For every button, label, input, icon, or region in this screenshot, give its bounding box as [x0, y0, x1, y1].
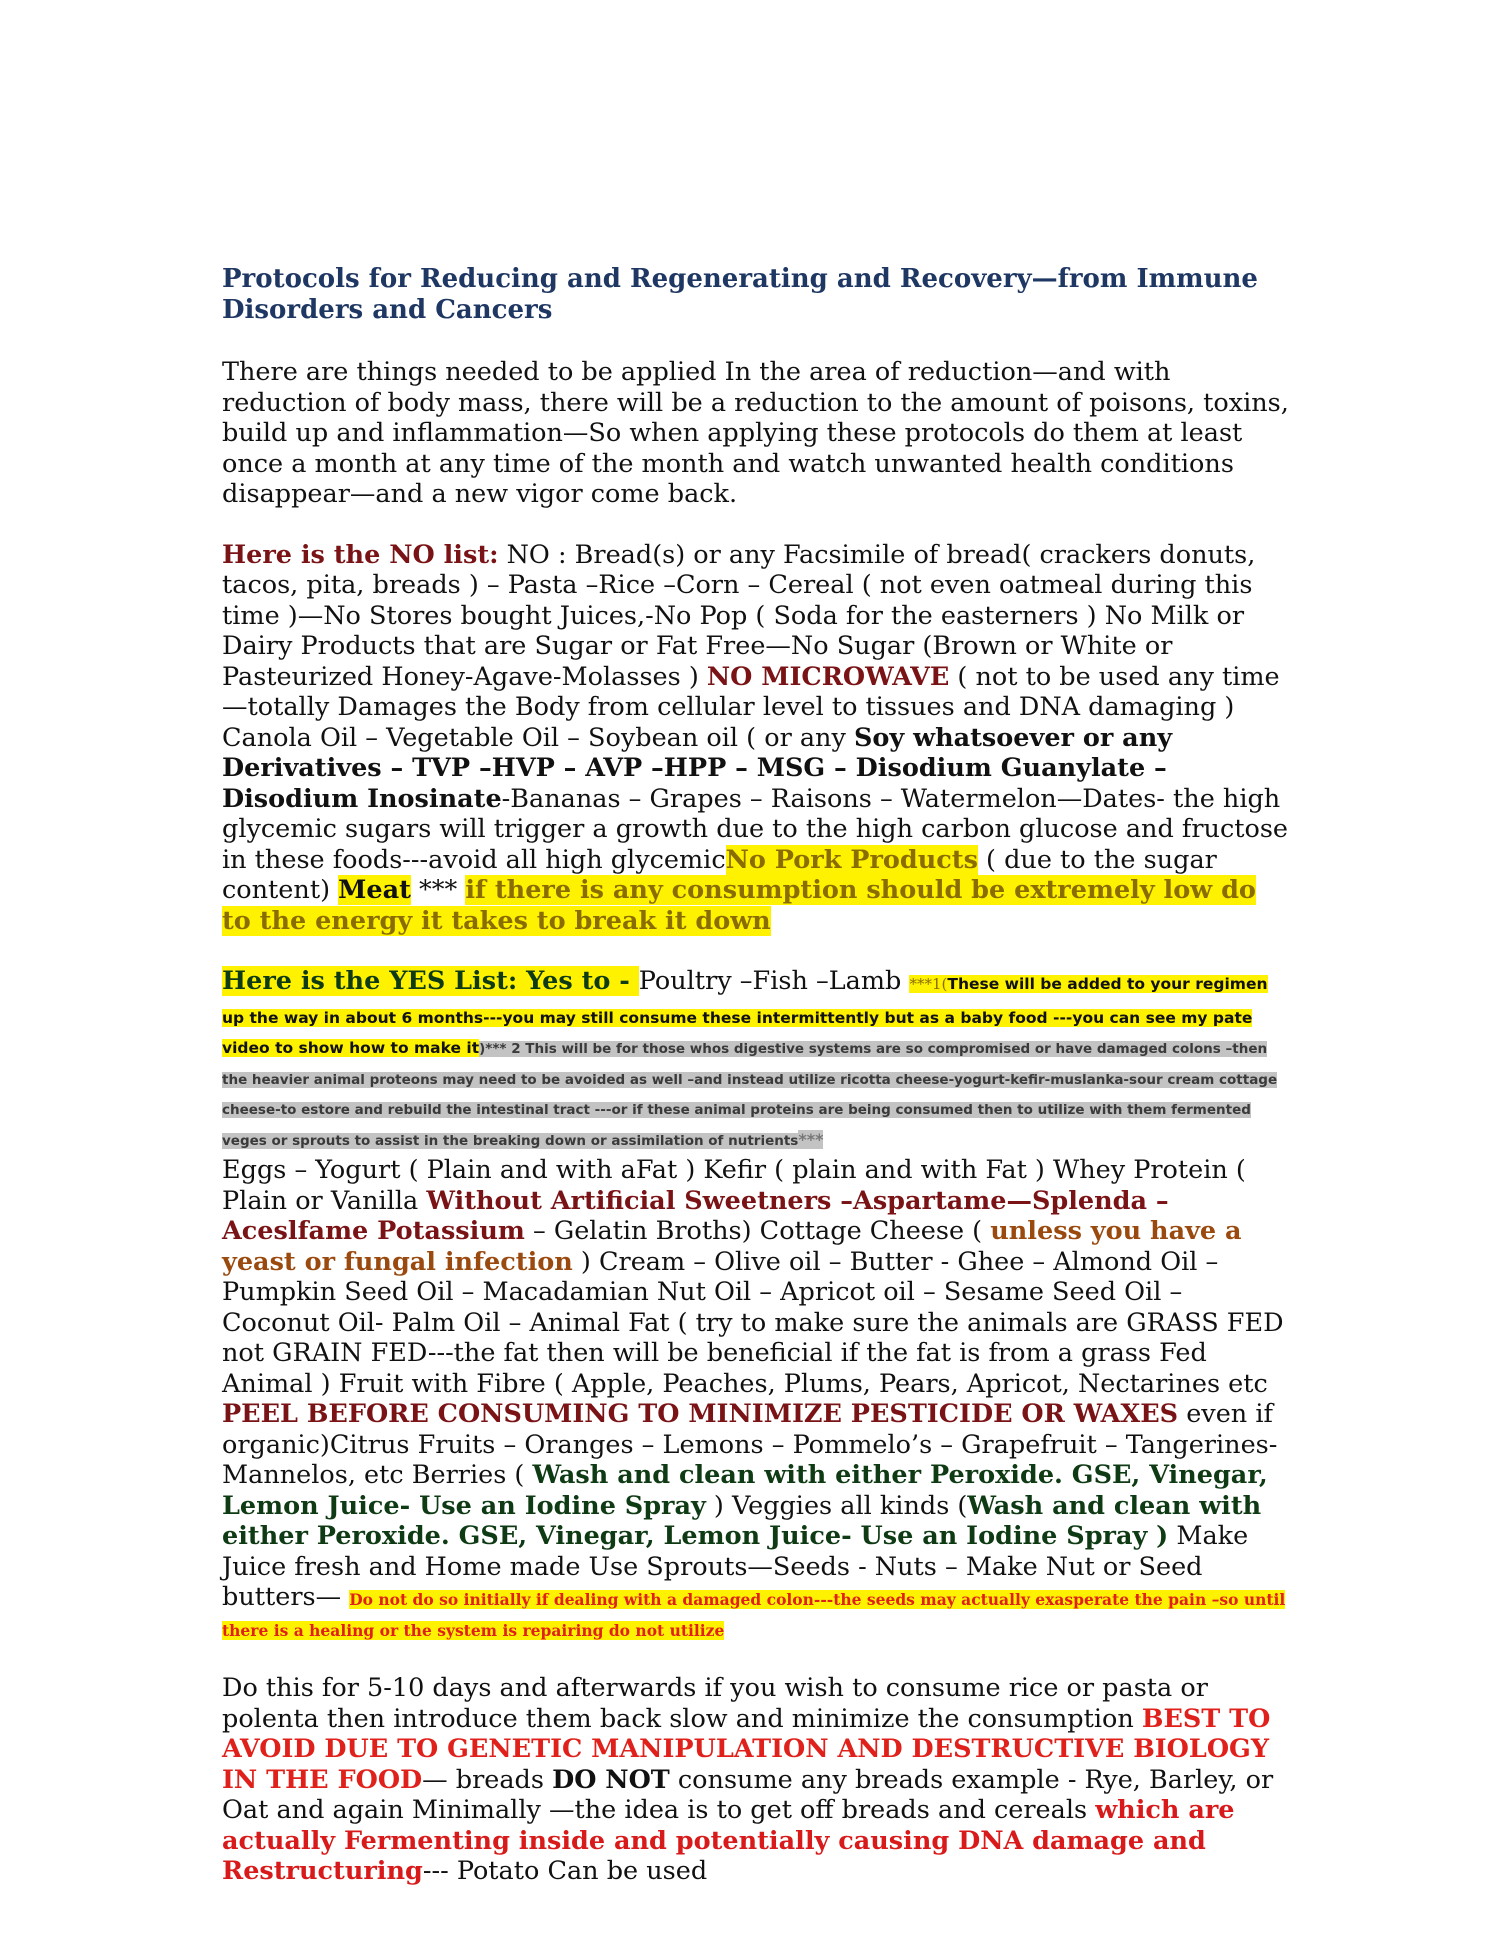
meat-stars: ***	[410, 875, 466, 905]
document-page	[222, 264, 1292, 1912]
do-not-label: DO NOT	[552, 1764, 670, 1795]
yes-list-items-5: even if organic)Citrus Fruits – Oranges – Lemons – Pommelo’s – Grapefruit – Tangerines- Mannelos, etc Berries (	[222, 1399, 1278, 1490]
yes-list-heading: Here is the YES List: Yes to -	[222, 966, 639, 996]
wash-instruction-2: Wash and clean with either Peroxide. GSE, Vinegar, Lemon Juice- Use an Iodine Spray )	[222, 1490, 1262, 1551]
no-pork-products: No Pork Products	[725, 844, 978, 875]
soy-derivatives: Soy whatsoever or any Derivatives – TVP –HVP – AVP –HPP – MSG – Disodium Guanylate – Disodium Inosinate	[222, 722, 1173, 814]
no-microwave: NO MICROWAVE	[706, 661, 950, 692]
closing-paragraph	[222, 1673, 1292, 1887]
note-marker: ***1(	[909, 975, 948, 993]
no-list-paragraph	[222, 540, 1292, 937]
yeast-warning: unless you have a yeast or fungal infection	[222, 1216, 1242, 1277]
yes-list-items-7: Make Juice fresh and Home made Use Sprouts—Seeds - Nuts – Make Nut or Seed butters—	[222, 1521, 1249, 1612]
no-list-heading: Here is the NO list:	[222, 539, 499, 570]
yes-list-items-4: ) Cream – Olive oil – Butter - Ghee – Almond Oil – Pumpkin Seed Oil – Macadamian Nut Oil – Apricot oil – Sesame Seed Oil – Coconut Oil- Palm Oil – Animal Fat ( try to make sure the animals are GRASS FED not GRAIN FED---the fat then will be beneficial if the fat is from a grass Fed Animal ) Fruit with Fibre ( Apple, Peaches, Plums, Pears, Apricot, Nectarines etc	[222, 1246, 1284, 1399]
meat-note: if there is any consumption should be extremely low do to the energy it takes to break it down	[222, 875, 1256, 936]
closing-text-4: --- Potato Can be used	[422, 1856, 708, 1886]
no-list-text-1: NO : Bread(s) or any Facsimile of bread( crackers donuts, tacos, pita, breads ) – Pasta –Rice –Corn – Cereal ( not even oatmeal during this time )—No Stores bought Juices,-No Pop ( Soda for the easterners ) No Milk or Dairy Products that are Sugar or Fat Free—No Sugar (Brown or White or Pasteurized Honey-Agave-Molasses )	[222, 539, 1256, 692]
colon-warning: Do not do so initially if dealing with a damaged colon---the seeds may actually exasperate the pain –so until there is a healing or the system is repairing do not utilize	[222, 1590, 1286, 1640]
yes-list-items-2: Eggs – Yogurt ( Plain and with aFat ) Kefir ( plain and with Fat ) Whey Protein ( Plain or Vanilla	[222, 1155, 1246, 1216]
closing-text-1: Do this for 5-10 days and afterwards if you wish to consume rice or pasta or polenta then introduce them back slow and minimize the consumption	[222, 1673, 1208, 1734]
peel-warning: PEEL BEFORE CONSUMING TO MINIMIZE PESTICIDE OR WAXES	[222, 1399, 1179, 1429]
intro-paragraph: There are things needed to be applied In the area of reduction—and with reduction of body mass, there will be a reduction to the amount of poisons, toxins, build up and inflammation—So when applying these protocols do them at least once a month at any time of the month and watch unwanted health conditions disappear—and a new vigor come back.	[222, 357, 1289, 509]
yes-list-items-6: ) Veggies all kinds (	[705, 1490, 968, 1521]
wash-instruction-1: Wash and clean with either Peroxide. GSE, Vinegar, Lemon Juice- Use an Iodine Spray	[222, 1460, 1268, 1521]
meat-label: Meat	[338, 875, 411, 905]
no-list-text-2: ( not to be used any time—totally Damages the Body from cellular level to tissues and DNA damaging ) Canola Oil – Vegetable Oil – Soybean oil ( or any	[222, 661, 1280, 753]
no-artificial-sweeteners: Without Artificial Sweetners –Aspartame—Splenda – Aceslfame Potassium	[222, 1185, 1169, 1246]
avoid-warning: BEST TO AVOID DUE TO GENETIC MANIPULATION AND DESTRUCTIVE BIOLOGY IN THE FOOD	[222, 1703, 1271, 1795]
yes-list-items-3: – Gelatin Broths) Cottage Cheese (	[524, 1216, 991, 1246]
baby-food-note: These will be added to your regimen up the way in about 6 months---you may still consume these intermittently but as a baby food ---you can see my pate video to show how to make it	[222, 975, 1268, 1057]
yes-list-paragraph	[222, 966, 1292, 1643]
digestive-note-end: ***	[798, 1129, 824, 1149]
fermenting-warning: which are actually Fermenting inside and potentially causing DNA damage and Restructuring	[222, 1795, 1235, 1886]
document-title: Protocols for Reducing and Regenerating and Recovery—from Immune Disorders and Cancers	[222, 264, 1258, 325]
no-list-text-4: ( due to the sugar content)	[222, 844, 1217, 905]
no-list-text-3: -Bananas – Grapes – Raisons – Watermelon—Dates- the high glycemic sugars will trigger a growth due to the high carbon glucose and fructose in these foods---avoid all high glycemic	[222, 783, 1289, 875]
digestive-note: )*** 2 This will be for those whos digestive systems are so compromised or have damaged colons –then the heavier animal proteons may need to be avoided as well –and instead utilize ricotta cheese-yogurt-kefir-muslanka-sour cream cottage cheese-to estore and rebuild the intestinal tract ---or if these animal proteins are being consumed then to utilize with them fermented veges or sprouts to assist in the breaking down or assimilation of nutrients	[222, 1041, 1278, 1149]
closing-text-3: consume any breads example - Rye, Barley, or Oat and again Minimally —the idea is to get off breads and cereals	[222, 1764, 1274, 1825]
closing-text-2: — breads	[422, 1764, 553, 1795]
yes-list-items-1: Poultry –Fish –Lamb	[638, 966, 910, 996]
